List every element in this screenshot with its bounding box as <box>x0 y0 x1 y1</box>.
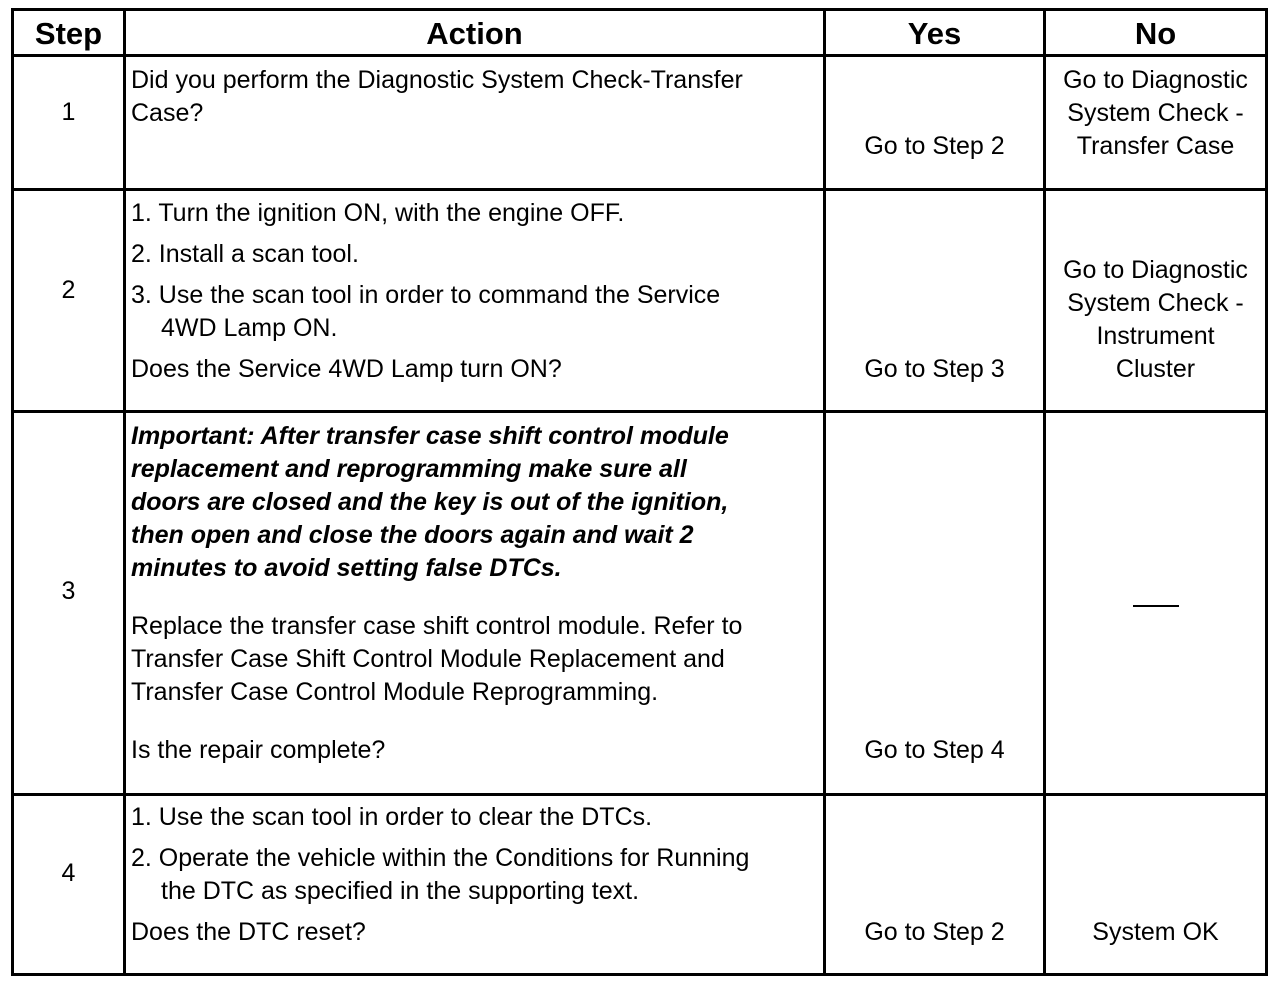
no-action: System Check - <box>1067 289 1244 317</box>
step-number: 2 <box>61 276 76 304</box>
no-action: Transfer Case <box>1076 132 1235 160</box>
action-item: 2. Install a scan tool. <box>131 240 359 268</box>
header-no: No <box>1134 15 1177 51</box>
action-question: Does the Service 4WD Lamp turn ON? <box>131 355 562 383</box>
row-divider <box>14 793 1265 796</box>
row-divider <box>14 410 1265 413</box>
yes-action: Go to Step 4 <box>864 736 1005 764</box>
important-note: doors are closed and the key is out of the ignition, <box>131 488 729 516</box>
action-text: Transfer Case Shift Control Module Replacement and <box>131 645 725 673</box>
header-step: Step <box>34 15 103 51</box>
step-number: 1 <box>61 98 76 126</box>
action-text: Replace the transfer case shift control module. Refer to <box>131 612 743 640</box>
header-yes: Yes <box>907 15 962 51</box>
no-action: Go to Diagnostic <box>1063 66 1248 94</box>
action-question: Is the repair complete? <box>131 736 386 764</box>
no-action: System Check - <box>1067 99 1244 127</box>
action-text: Case? <box>131 99 204 127</box>
action-text: Did you perform the Diagnostic System Check-Transfer <box>131 66 743 94</box>
action-item: 1. Turn the ignition ON, with the engine OFF. <box>131 199 625 227</box>
step-number: 4 <box>61 859 76 887</box>
column-divider <box>123 11 126 973</box>
action-question: Does the DTC reset? <box>131 918 366 946</box>
important-note: then open and close the doors again and wait 2 <box>131 521 694 549</box>
yes-action: Go to Step 2 <box>864 132 1005 160</box>
yes-action: Go to Step 3 <box>864 355 1005 383</box>
yes-action: Go to Step 2 <box>864 918 1005 946</box>
no-action: System OK <box>1092 918 1219 946</box>
action-item: 2. Operate the vehicle within the Conditions for Running <box>131 844 750 872</box>
action-text: Transfer Case Control Module Reprogramming. <box>131 678 659 706</box>
action-item: 3. Use the scan tool in order to command the Service <box>131 281 721 309</box>
no-action: Cluster <box>1115 355 1196 383</box>
no-action-dash <box>1133 605 1179 607</box>
action-item: 1. Use the scan tool in order to clear the DTCs. <box>131 803 653 831</box>
no-action: Instrument <box>1096 322 1215 350</box>
important-note: Important: After transfer case shift control module <box>131 422 729 450</box>
header-action: Action <box>426 15 523 51</box>
action-item: the DTC as specified in the supporting text. <box>161 877 640 905</box>
action-item: 4WD Lamp ON. <box>161 314 338 342</box>
important-note: minutes to avoid setting false DTCs. <box>131 554 562 582</box>
diagnostic-table <box>11 8 1268 976</box>
step-number: 3 <box>61 577 76 605</box>
no-action: Go to Diagnostic <box>1063 256 1248 284</box>
row-divider <box>14 188 1265 191</box>
important-note: replacement and reprogramming make sure all <box>131 455 687 483</box>
